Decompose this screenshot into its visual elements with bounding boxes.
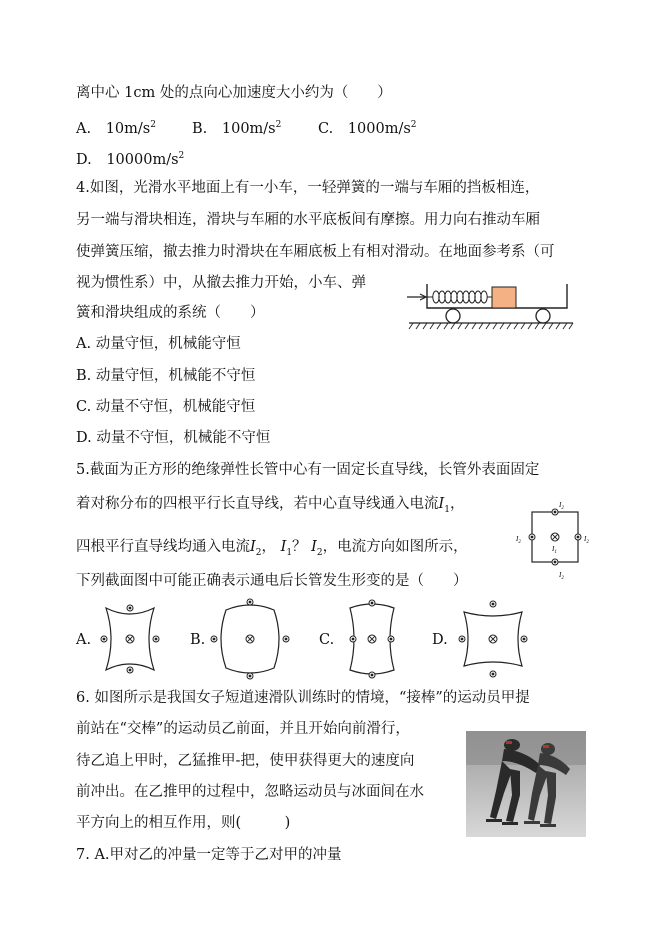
q5-option-b-figure[interactable] xyxy=(208,596,292,682)
q3-option-b[interactable] xyxy=(192,115,281,139)
q6-line-3: 待乙追上甲时，乙猛推甲-把，使甲获得更大的速度向 xyxy=(76,753,415,769)
comma: ， xyxy=(261,539,276,555)
spring xyxy=(427,291,492,303)
q6-line-1: 6. 如图所示是我国女子短道速滑队训练时的情境，“接棒”的运动员甲提 xyxy=(76,690,530,706)
center-wire xyxy=(489,635,497,643)
q4-line-3: 使弹簧压缩，撤去推力时滑块在车厢底板上有相对滑动。在地面参考系（可 xyxy=(76,244,555,260)
q7-line: 7. A.甲对乙的冲量一定等于乙对甲的冲量 xyxy=(76,847,342,863)
q4-option-b[interactable]: B. 动量守恒，机械能不守恒 xyxy=(76,368,256,384)
current-symbol: I xyxy=(311,539,317,555)
right-wheel xyxy=(536,309,550,323)
option-value: 10000m/s xyxy=(106,152,179,168)
current-subscript: 2 xyxy=(316,547,323,558)
option-exponent: 2 xyxy=(275,120,282,130)
q5-line-2-text: 着对称分布的四根平行长直导线，若中心直导线通入电流 xyxy=(76,496,439,512)
center-wire xyxy=(126,635,134,643)
q4-option-a[interactable]: A. 动量守恒，机械能守恒 xyxy=(76,336,241,352)
center-wire xyxy=(368,635,376,643)
option-letter: D. xyxy=(76,152,92,168)
ground-hatching xyxy=(409,323,573,329)
option-letter: B. xyxy=(192,121,208,137)
cart-spring-block-figure xyxy=(405,280,575,338)
label-top-current: $I_2$ xyxy=(559,501,564,511)
option-value: 10m/s xyxy=(105,121,151,137)
q5-line-4: 下列截面图中可能正确表示通电后长管发生形变的是（ ） xyxy=(76,573,468,589)
option-exponent: 2 xyxy=(178,151,185,161)
current-symbol: I xyxy=(280,539,287,555)
speed-skaters-photo xyxy=(466,731,586,837)
tube-cross-section-figure xyxy=(510,498,602,580)
option-letter: A. xyxy=(76,121,92,137)
option-letter: C. xyxy=(318,121,334,137)
option-exponent: 2 xyxy=(410,120,417,130)
q5-line-1: 5.截面为正方形的绝缘弹性长管中心有一固定长直导线，长管外表面固定 xyxy=(76,462,540,478)
current-symbol: I xyxy=(438,496,445,512)
q4-option-d[interactable]: D. 动量不守恒，机械能不守恒 xyxy=(76,430,271,446)
q5-option-c-figure[interactable] xyxy=(340,598,404,680)
q4-line-2: 另一端与滑块相连，滑块与车厢的水平底板间有摩擦。用力向右推动车厢 xyxy=(76,212,540,228)
q3-option-a[interactable] xyxy=(76,115,156,139)
q5-option-b-label[interactable]: B. xyxy=(190,632,206,648)
label-left-current: $I_2$ xyxy=(516,535,521,545)
current-subscript: 2 xyxy=(255,547,262,558)
sliding-block xyxy=(492,287,516,308)
q4-line-5: 簧和滑块组成的系统（ ） xyxy=(76,305,265,321)
q3-option-c[interactable] xyxy=(318,115,417,139)
q5-line-3-tail: ，电流方向如图所示， xyxy=(322,539,468,555)
center-wire xyxy=(551,533,559,541)
option-exponent: 2 xyxy=(150,120,156,130)
option-value: 100m/s xyxy=(221,121,276,137)
q3-option-d[interactable] xyxy=(76,146,184,170)
q5-line-3-text: 四根平行直导线均通入电流 xyxy=(76,539,250,555)
left-wheel xyxy=(446,309,460,323)
q5-option-a-figure[interactable] xyxy=(96,598,164,680)
comma: ， xyxy=(449,496,465,512)
q5-option-d-label[interactable]: D. xyxy=(432,632,448,648)
q4-option-c[interactable]: C. 动量不守恒，机械能守恒 xyxy=(76,399,256,415)
current-symbol: I xyxy=(250,539,256,555)
q4-line-4: 视为惯性系）中，从撤去推力开始，小车、弹 xyxy=(76,275,366,291)
current-subscript: 1 xyxy=(444,504,450,515)
label-center-current: $I_1$ xyxy=(552,545,557,555)
option-value: 1000m/s xyxy=(347,121,411,137)
unknown-symbol: ？ xyxy=(292,539,307,555)
label-bottom-current: $I_2$ xyxy=(559,571,564,580)
label-right-current: $I_2$ xyxy=(584,535,589,545)
q5-option-c-label[interactable]: C. xyxy=(319,632,335,648)
q6-line-5: 平方向上的相互作用，则( ) xyxy=(76,815,291,831)
q5-option-d-figure[interactable] xyxy=(452,598,534,680)
q6-line-2: 前站在“交棒”的运动员乙前面，并且开始向前滑行， xyxy=(76,721,410,737)
q5-line-3 xyxy=(76,537,468,563)
center-wire xyxy=(246,635,254,643)
q5-option-a-label[interactable]: A. xyxy=(76,632,92,648)
q6-line-4: 前冲出。在乙推甲的过程中，忽略运动员与冰面间在水 xyxy=(76,784,424,800)
q5-line-2 xyxy=(76,494,464,520)
q3-stem: 离中心 1cm 处的点向心加速度大小约为（ ） xyxy=(76,85,392,101)
q4-line-1: 4.如图，光滑水平地面上有一小车，一轻弹簧的一端与车厢的挡板相连， xyxy=(76,180,540,196)
current-subscript: 1 xyxy=(286,547,293,558)
